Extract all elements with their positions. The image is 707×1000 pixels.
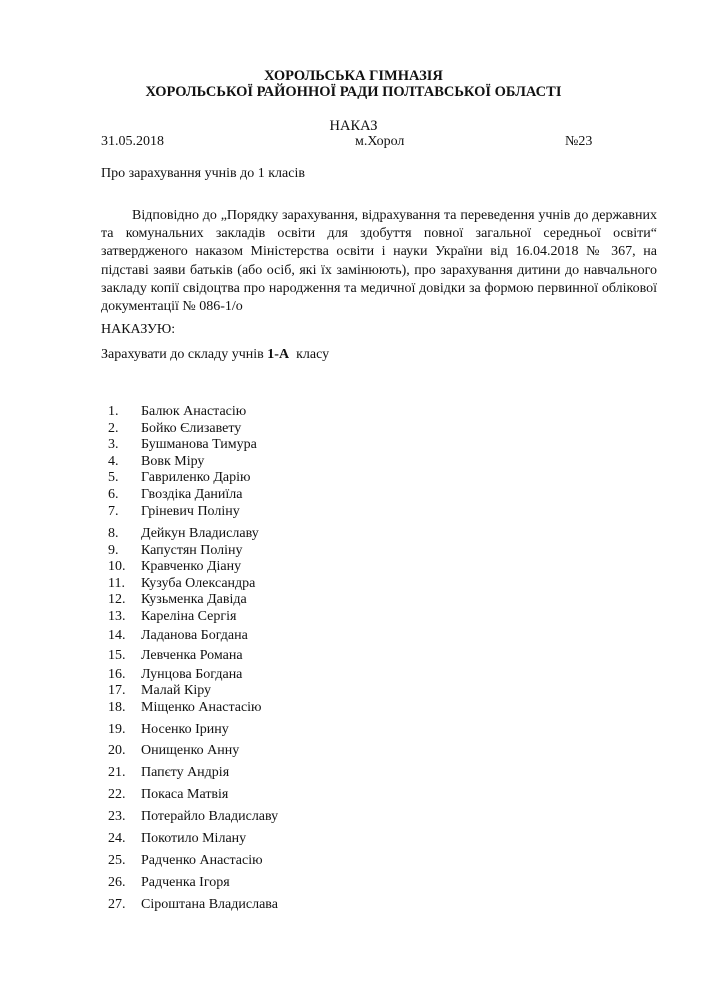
student-name: Бушманова Тимура xyxy=(141,437,257,452)
student-name: Дейкун Владиславу xyxy=(141,526,259,541)
student-number: 1. xyxy=(108,404,119,419)
enroll-prefix: Зарахувати до складу учнів xyxy=(101,347,264,362)
order-number: №23 xyxy=(565,134,593,149)
student-number: 27. xyxy=(108,897,126,912)
student-number: 25. xyxy=(108,853,126,868)
student-name: Ладанова Богдана xyxy=(141,628,248,643)
order-place: м.Хорол xyxy=(355,134,405,149)
enroll-statement xyxy=(101,347,329,363)
orders-heading: НАКАЗУЮ: xyxy=(101,322,176,337)
order-date: 31.05.2018 xyxy=(101,134,164,149)
student-number: 26. xyxy=(108,875,126,890)
student-name: Капустян Поліну xyxy=(141,543,243,558)
student-name: Кравченко Діану xyxy=(141,559,242,574)
student-name: Бойко Єлизавету xyxy=(141,421,242,436)
student-number: 13. xyxy=(108,609,126,624)
student-number: 10. xyxy=(108,559,126,574)
student-number: 21. xyxy=(108,765,126,780)
student-number: 17. xyxy=(108,683,126,698)
student-name: Покотило Мілану xyxy=(141,831,247,846)
student-number: 7. xyxy=(108,504,119,519)
student-name: Гавриленко Дарію xyxy=(141,470,251,485)
student-number: 12. xyxy=(108,592,126,607)
student-name: Балюк Анастасію xyxy=(141,404,247,419)
student-name: Кузуба Олександра xyxy=(141,576,256,591)
student-number: 24. xyxy=(108,831,126,846)
student-number: 5. xyxy=(108,470,119,485)
student-name: Потерайло Владиславу xyxy=(141,809,279,824)
order-title: НАКАЗ xyxy=(329,118,378,134)
student-number: 15. xyxy=(108,648,126,663)
student-name: Онищенко Анну xyxy=(141,743,240,758)
student-name: Гріневич Поліну xyxy=(141,504,240,519)
student-name: Папєту Андрія xyxy=(141,765,230,780)
order-subject: Про зарахування учнів до 1 класів xyxy=(101,166,305,181)
student-number: 9. xyxy=(108,543,119,558)
student-number: 18. xyxy=(108,700,126,715)
school-authority: ХОРОЛЬСЬКОЇ РАЙОННОЇ РАДИ ПОЛТАВСЬКОЇ ОБЛАСТІ xyxy=(145,84,562,100)
student-number: 14. xyxy=(108,628,126,643)
student-name: Лунцова Богдана xyxy=(141,667,243,682)
student-number: 20. xyxy=(108,743,126,758)
student-name: Левченка Романа xyxy=(141,648,243,663)
student-name: Радченка Ігоря xyxy=(141,875,230,890)
student-name: Вовк Міру xyxy=(141,454,205,469)
student-number: 4. xyxy=(108,454,119,469)
student-number: 6. xyxy=(108,487,119,502)
student-number: 3. xyxy=(108,437,119,452)
student-number: 23. xyxy=(108,809,126,824)
student-name: Кареліна Сергія xyxy=(141,609,237,624)
student-number: 11. xyxy=(108,576,125,591)
school-name: ХОРОЛЬСЬКА ГІМНАЗІЯ xyxy=(264,68,443,84)
student-name: Міщенко Анастасію xyxy=(141,700,262,715)
student-number: 2. xyxy=(108,421,119,436)
student-number: 22. xyxy=(108,787,126,802)
student-name: Малай Кіру xyxy=(141,683,212,698)
student-name: Кузьменка Давіда xyxy=(141,592,247,607)
student-name: Радченко Анастасію xyxy=(141,853,263,868)
order-body-paragraph: Відповідно до „Порядку зарахування, відрахування та переведення учнів до державних та комунальних закладів освіти для здобуття повної загальної середньої освіти“ затвердженого наказом Міністерства освіти і науки України від 16.04.2018 № 367, на підставі заяви батьків (або осіб, які їх замінюють), про зарахування дитини до навчального закладу копії свідоцтва про народження та медичної довідки за формою первинної облікової документації № 086-1/о xyxy=(101,208,657,315)
student-name: Гвоздіка Даниїла xyxy=(141,487,243,502)
student-number: 8. xyxy=(108,526,119,541)
enroll-suffix: класу xyxy=(296,347,330,362)
student-name: Сіроштана Владислава xyxy=(141,897,278,912)
student-name: Носенко Ірину xyxy=(141,722,229,737)
student-name: Покаса Матвія xyxy=(141,787,229,802)
student-number: 16. xyxy=(108,667,126,682)
student-number: 19. xyxy=(108,722,126,737)
enroll-class: 1-А xyxy=(267,347,290,362)
